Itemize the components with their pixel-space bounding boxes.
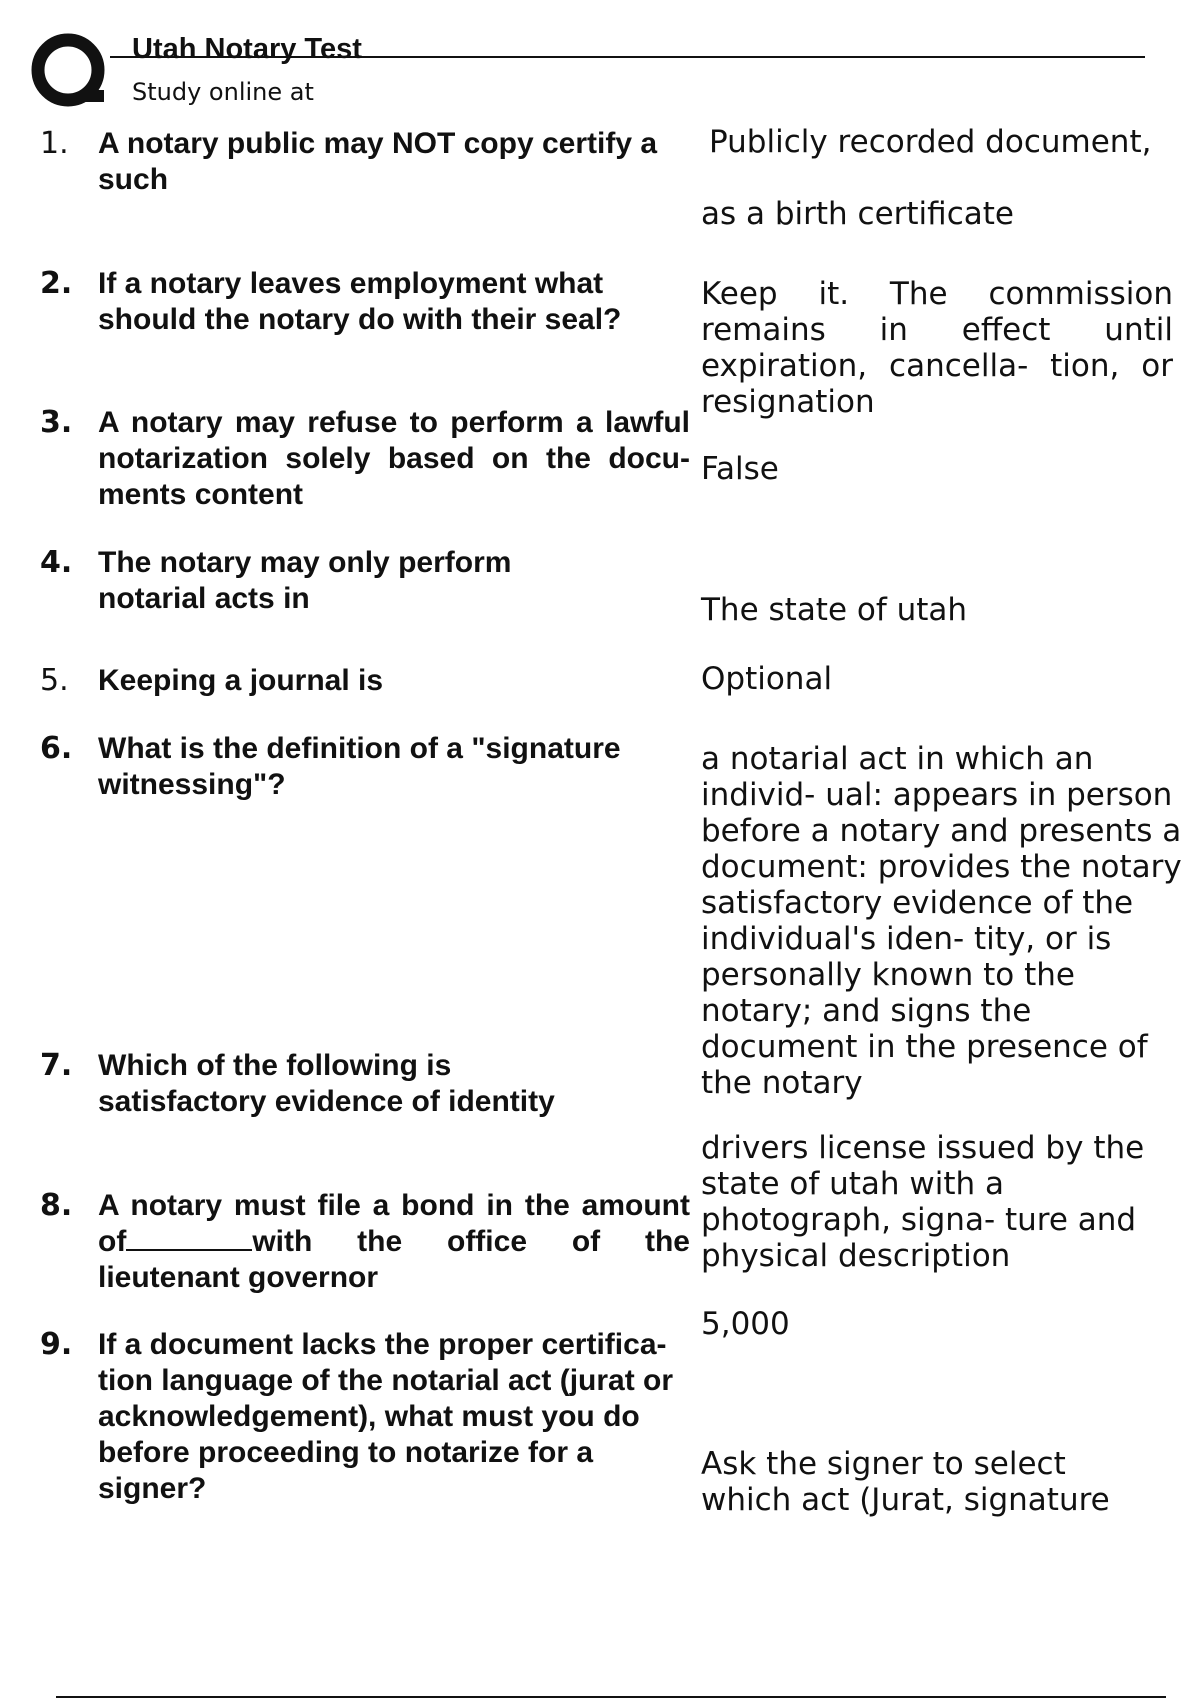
answer-text: 5,000 — [701, 1306, 790, 1342]
question-number: 4. — [40, 545, 73, 580]
question-text — [98, 126, 657, 162]
page-title: Utah Notary Test — [132, 33, 362, 65]
question-text: A notary may refuse to perform a lawful notarization solely based on the docu- ments content — [98, 406, 690, 511]
question-number: 3. — [40, 405, 73, 440]
question-text — [98, 1188, 690, 1296]
answer-text: Optional — [701, 661, 833, 697]
question-number: 6. — [40, 731, 73, 766]
answer-text: The state of utah — [701, 592, 968, 628]
footer-rule — [56, 1696, 1166, 1698]
answer-text: Keep it. The commission remains in effect until expiration, cancella- tion, or resignation — [701, 276, 1173, 420]
question-text-line: with the office of the lieutenant governor — [98, 1225, 690, 1294]
question-text: What is the definition of a "signature witnessing"? — [98, 732, 621, 801]
quizlet-logo-icon — [30, 32, 110, 112]
answer-text: Publicly recorded document, — [709, 124, 1152, 160]
question-text: If a notary leaves employment what should the notary do with their seal? — [98, 267, 622, 336]
question-text: The notary may only perform notarial acts in — [98, 546, 512, 615]
question-text: Keeping a journal is — [98, 664, 384, 697]
answer-text: Ask the signer to select which act (Jurat, signature — [701, 1446, 1110, 1518]
question-text: Which of the following is satisfactory evidence of identity — [98, 1049, 555, 1118]
question-number: 2. — [40, 266, 73, 301]
question-text: such — [98, 163, 169, 196]
question-number: 8. — [40, 1188, 73, 1223]
question-number: 9. — [40, 1327, 73, 1362]
question-text: If a document lacks the proper certifica- tion language of the notarial act (jurat or acknowledgement), what must you do before proceeding to notarize for a signer? — [98, 1328, 674, 1505]
question-number: 7. — [40, 1048, 73, 1083]
answer-text: drivers license issued by the state of utah with a photograph, signa- ture and physical description — [701, 1130, 1145, 1274]
page-subtitle: Study online at — [132, 78, 314, 106]
question-text-line: A notary must file a bond in the amount of — [98, 1189, 690, 1258]
fill-in-blank — [126, 1229, 252, 1251]
answer-text: as a birth certificate — [701, 196, 1014, 232]
question-number: 1. — [40, 126, 69, 161]
question-text-line: A notary public may NOT copy certify a — [98, 127, 658, 160]
question-number: 5. — [40, 663, 69, 698]
answer-text: False — [701, 451, 779, 487]
answer-text: a notarial act in which an individ- ual: appears in person before a notary and presents a document: provides the notary satisfactory evidence of the individual's iden- tity, or is personally known to the notary; and signs the document in the presence of the notary — [701, 741, 1182, 1101]
